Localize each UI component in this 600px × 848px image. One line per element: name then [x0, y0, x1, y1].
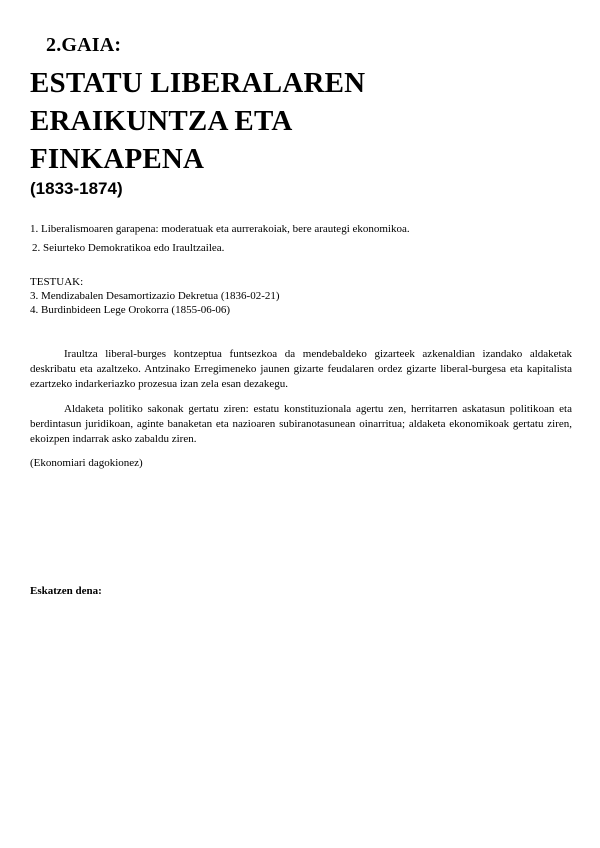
topic-label: 2.GAIA: — [46, 34, 122, 56]
body-paragraph: Aldaketa politiko sakonak gertatu ziren: estatu konstituzionala agertu zen, herritarren askatasun politikoan eta berdintasun juridikoan, aginte banaketan eta nazioaren subiranotasunean oinarritua; aldaketa ekonomikoak gertatu ziren, ekoizpen indarrak asko zabaldu ziren. — [30, 403, 572, 445]
note-text: (Ekonomiari dagokionez) — [30, 457, 143, 469]
text-item: 3. Mendizabalen Desamortizazio Dekretua (1836-02-21) — [30, 290, 280, 302]
ask-heading: Eskatzen dena: — [30, 585, 102, 597]
title-line: ERAIKUNTZA ETA — [30, 105, 293, 137]
outline-item: 2. Seiurteko Demokratikoa edo Iraultzailea. — [32, 242, 225, 254]
title-line: ESTATU LIBERALAREN — [30, 67, 366, 99]
body-paragraph: Iraultza liberal-burges kontzeptua funtsezkoa da mendebaldeko gizarteek azkenaldian izandako aldaketak deskribatu eta azaltzeko. Antzinako Erregimeneko jaunen gizarte feudalaren ordez gizarte liberal-burgesa eta kapitalista ezartzeko indarkeriazko prozesua izan zela esan dezakegu. — [30, 348, 572, 390]
text-item: 4. Burdinbideen Lege Orokorra (1855-06-06) — [30, 304, 231, 316]
title-line: FINKAPENA — [30, 143, 205, 175]
page-title — [30, 64, 550, 178]
date-range: (1833-1874) — [30, 179, 123, 198]
outline-item: 1. Liberalismoaren garapena: moderatuak eta aurrerakoiak, bere arautegi ekonomikoa. — [30, 223, 410, 235]
texts-section — [30, 275, 570, 317]
texts-heading: TESTUAK: — [30, 276, 84, 288]
topic-outline — [30, 220, 570, 258]
